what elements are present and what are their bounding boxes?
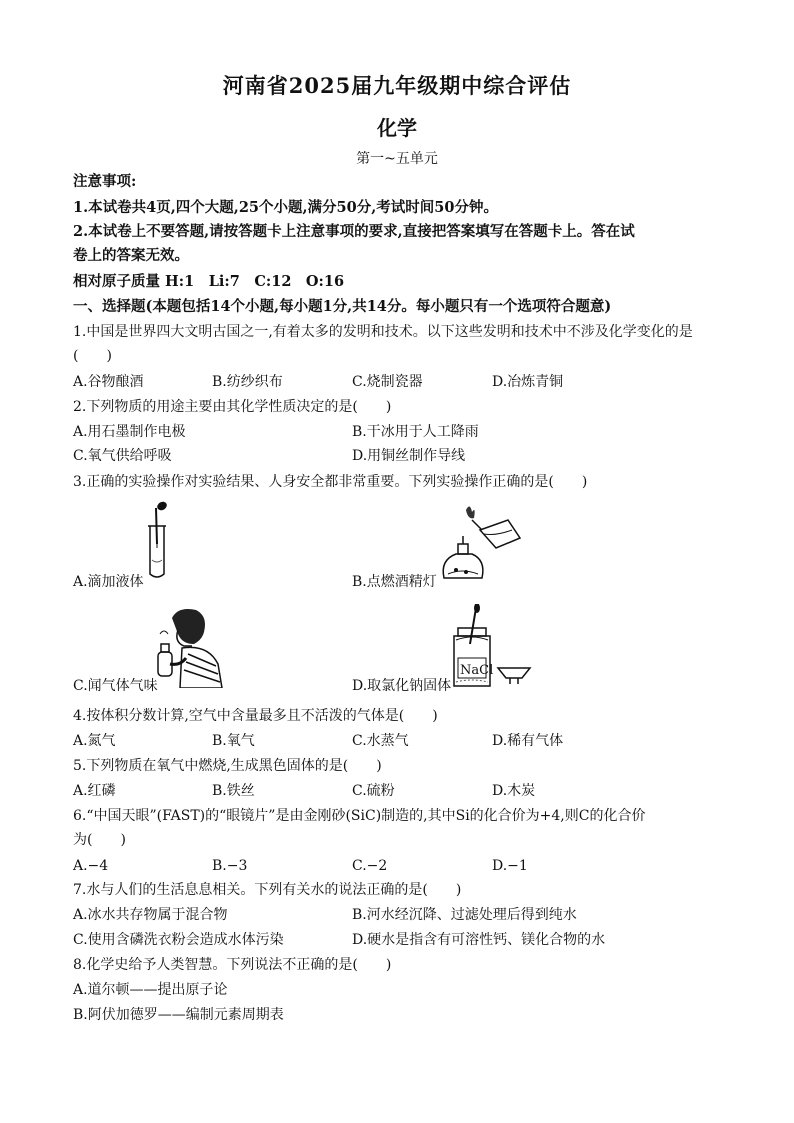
notes-heading: 注意事项: bbox=[73, 173, 137, 190]
q4-option-a: A.氮气 bbox=[73, 733, 116, 749]
question-4-stem: 4.按体积分数计算,空气中含量最多且不活泼的气体是( ) bbox=[73, 708, 438, 724]
question-1-stem: 1.中国是世界四大文明古国之一,有着太多的发明和技术。以下这些发明和技术中不涉及化学变化的是 bbox=[73, 324, 693, 340]
nacl-label: NaCl bbox=[460, 663, 494, 678]
q5-option-c: C.硫粉 bbox=[352, 783, 395, 799]
question-8-stem: 8.化学史给予人类智慧。下列说法不正确的是( ) bbox=[73, 957, 392, 973]
q7-option-b: B.河水经沉降、过滤处理后得到纯水 bbox=[352, 907, 577, 923]
alcohol-lamp-figure bbox=[436, 500, 524, 585]
q4-option-b: B.氧气 bbox=[212, 733, 255, 749]
q1-option-d: D.冶炼青铜 bbox=[492, 374, 564, 390]
question-2-stem: 2.下列物质的用途主要由其化学性质决定的是( ) bbox=[73, 399, 392, 415]
question-1-stem-2: ( ) bbox=[73, 348, 112, 364]
nacl-solid-figure bbox=[448, 604, 532, 688]
q2-option-d: D.用铜丝制作导线 bbox=[352, 448, 466, 464]
note-2-line-2: 卷上的答案无效。 bbox=[73, 247, 189, 264]
q3-option-c: C.闻气体气味 bbox=[73, 678, 158, 694]
q8-option-a: A.道尔顿——提出原子论 bbox=[73, 982, 228, 998]
q6-option-c: C.−2 bbox=[352, 858, 388, 874]
note-1: 1.本试卷共4页,四个大题,25个小题,满分50分,考试时间50分钟。 bbox=[73, 199, 498, 216]
atomic-mass: 相对原子质量 H:1 Li:7 C:12 O:16 bbox=[73, 273, 345, 290]
q1-option-c: C.烧制瓷器 bbox=[352, 374, 423, 390]
question-6-stem-2: 为( ) bbox=[73, 832, 126, 848]
q8-option-b: B.阿伏加德罗——编制元素周期表 bbox=[73, 1007, 284, 1023]
dropper-test-tube-figure bbox=[140, 500, 180, 582]
question-5-stem: 5.下列物质在氧气中燃烧,生成黑色固体的是( ) bbox=[73, 758, 382, 774]
exam-title: 河南省2025届九年级期中综合评估 bbox=[222, 73, 572, 98]
q5-option-d: D.木炭 bbox=[492, 783, 536, 799]
q5-option-b: B.铁丝 bbox=[212, 783, 255, 799]
q6-option-d: D.−1 bbox=[492, 858, 528, 874]
question-3-stem: 3.正确的实验操作对实验结果、人身安全都非常重要。下列实验操作正确的是( ) bbox=[73, 474, 588, 490]
smelling-gas-figure bbox=[152, 604, 226, 688]
q5-option-a: A.红磷 bbox=[73, 783, 116, 799]
q2-option-c: C.氧气供给呼吸 bbox=[73, 448, 172, 464]
unit-scope: 第一~五单元 bbox=[356, 151, 438, 167]
q7-option-d: D.硬水是指含有可溶性钙、镁化合物的水 bbox=[352, 932, 606, 948]
q3-option-b: B.点燃酒精灯 bbox=[352, 574, 437, 590]
question-7-stem: 7.水与人们的生活息息相关。下列有关水的说法正确的是( ) bbox=[73, 882, 462, 898]
q1-option-b: B.纺纱织布 bbox=[212, 374, 283, 390]
q1-option-a: A.谷物酿酒 bbox=[73, 374, 144, 390]
question-6-stem: 6.“中国天眼”(FAST)的“眼镜片”是由金刚砂(SiC)制造的,其中Si的化合价为+4,则C的化合价 bbox=[73, 808, 646, 824]
q4-option-c: C.水蒸气 bbox=[352, 733, 409, 749]
section-1-heading: 一、选择题(本题包括14个小题,每小题1分,共14分。每小题只有一个选项符合题意) bbox=[73, 298, 612, 315]
q3-option-a: A.滴加液体 bbox=[73, 574, 144, 590]
note-2-line-1: 2.本试卷上不要答题,请按答题卡上注意事项的要求,直接把答案填写在答题卡上。答在试 bbox=[73, 223, 635, 240]
q7-option-c: C.使用含磷洗衣粉会造成水体污染 bbox=[73, 932, 284, 948]
subject-title: 化学 bbox=[377, 116, 417, 140]
q2-option-a: A.用石墨制作电极 bbox=[73, 424, 186, 440]
q6-option-a: A.−4 bbox=[73, 858, 109, 874]
q3-option-d: D.取氯化钠固体 bbox=[352, 678, 452, 694]
q2-option-b: B.干冰用于人工降雨 bbox=[352, 424, 479, 440]
q4-option-d: D.稀有气体 bbox=[492, 733, 564, 749]
q6-option-b: B.−3 bbox=[212, 858, 248, 874]
q7-option-a: A.冰水共存物属于混合物 bbox=[73, 907, 228, 923]
